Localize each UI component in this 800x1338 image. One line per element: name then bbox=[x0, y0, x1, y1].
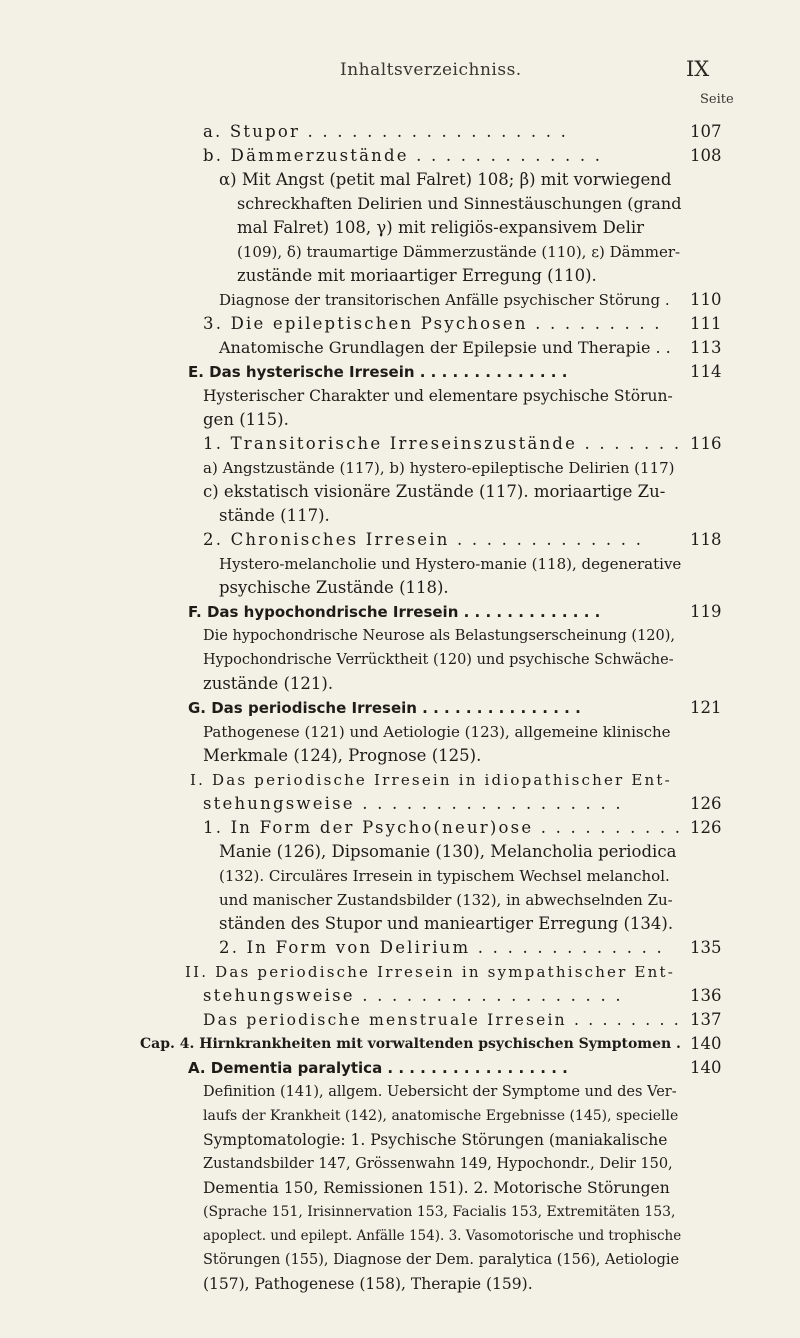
toc-entry: Pathogenese (121) und Aetiologie (123), allgemeine klinische bbox=[203, 723, 671, 741]
toc-entry: (109), δ) traumartige Dämmerzustände (110), ε) Dämmer- bbox=[237, 243, 681, 261]
toc-entry: Die hypochondrische Neurose als Belastungserscheinung (120), bbox=[203, 628, 676, 644]
toc-entry: ständen des Stupor und manieartiger Erregung (134). bbox=[219, 914, 674, 933]
toc-entry: Manie (126), Dipsomanie (130), Melancholia periodica bbox=[219, 842, 677, 861]
toc-entry: (132). Circuläres Irresein in typischem Wechsel melanchol. bbox=[219, 867, 670, 885]
toc-entry: Hysterischer Charakter und elementare psychische Störun- bbox=[203, 387, 673, 405]
toc-entry: Definition (141), allgem. Uebersicht der Symptome und des Ver- bbox=[203, 1084, 677, 1100]
toc-entry: c) ekstatisch visionäre Zustände (117). moriaartige Zu- bbox=[203, 482, 666, 501]
toc-entry: Diagnose der transitorischen Anfälle psychischer Störung . 110 bbox=[219, 290, 722, 309]
toc-entry: 2. In Form von Delirium . . . . . . . . . . . . . 135 bbox=[219, 938, 722, 957]
toc-entry: stehungsweise . . . . . . . . . . . . . . . . . . 126 bbox=[203, 794, 722, 813]
toc-chapter-heading: Cap. 4. Hirnkrankheiten mit vorwaltenden psychischen Symptomen . 140 bbox=[140, 1034, 722, 1053]
toc-entry: (157), Pathogenese (158), Therapie (159). bbox=[203, 1275, 533, 1293]
toc-section-heading: G. Das periodische Irresein . . . . . . . . . . . . . . . 121 bbox=[188, 698, 722, 717]
toc-entry: 3. Die epileptischen Psychosen . . . . . . . . . 111 bbox=[203, 314, 722, 333]
toc-entry: mal Falret) 108, γ) mit religiös-expansivem Delir bbox=[237, 218, 645, 237]
toc-entry: apoplect. und epilept. Anfälle 154). 3. Vasomotorische und trophische bbox=[203, 1228, 682, 1244]
toc-entry: Merkmale (124), Prognose (125). bbox=[203, 746, 482, 765]
toc-entry: stände (117). bbox=[219, 506, 330, 525]
toc-entry: Störungen (155), Diagnose der Dem. paralytica (156), Aetiologie bbox=[203, 1252, 680, 1268]
toc-entry: psychische Zustände (118). bbox=[219, 578, 449, 597]
toc-entry: Hypochondrische Verrücktheit (120) und psychische Schwäche- bbox=[203, 652, 674, 668]
toc-entry: b. Dämmerzustände . . . . . . . . . . . . . 108 bbox=[203, 146, 722, 165]
running-header-title: Inhaltsverzeichniss. bbox=[340, 60, 522, 80]
toc-entry: a. Stupor . . . . . . . . . . . . . . . . . . 107 bbox=[203, 122, 722, 141]
toc-entry: und manischer Zustandsbilder (132), in abwechselnden Zu- bbox=[219, 891, 673, 909]
toc-entry: II. Das periodische Irresein in sympathischer Ent- bbox=[185, 963, 675, 981]
running-header-page-number: IX bbox=[686, 57, 710, 81]
toc-entry: 1. In Form der Psycho(neur)ose . . . . . . . . . . 126 bbox=[203, 818, 722, 837]
toc-entry: (Sprache 151, Irisinnervation 153, Facialis 153, Extremitäten 153, bbox=[203, 1204, 676, 1220]
toc-entry: Das periodische menstruale Irresein . . . . . . . . 137 bbox=[203, 1010, 722, 1029]
toc-entry: Zustandsbilder 147, Grössenwahn 149, Hypochondr., Delir 150, bbox=[203, 1156, 673, 1172]
toc-entry: Hystero-melancholie und Hystero-manie (118), degenerative bbox=[219, 555, 682, 573]
toc-entry: gen (115). bbox=[203, 410, 289, 429]
toc-entry: zustände mit moriaartiger Erregung (110). bbox=[237, 266, 597, 285]
page-column-label: Seite bbox=[700, 92, 734, 107]
toc-section-heading: E. Das hysterische Irresein . . . . . . . . . . . . . . 114 bbox=[188, 362, 722, 381]
toc-entry: a) Angstzustände (117), b) hystero-epileptische Delirien (117) bbox=[203, 459, 675, 477]
toc-entry: laufs der Krankheit (142), anatomische Ergebnisse (145), specielle bbox=[203, 1108, 679, 1124]
toc-entry: Dementia 150, Remissionen 151). 2. Motorische Störungen bbox=[203, 1179, 670, 1197]
toc-entry: I. Das periodische Irresein in idiopathischer Ent- bbox=[190, 771, 672, 789]
toc-entry: α) Mit Angst (petit mal Falret) 108; β) mit vorwiegend bbox=[219, 170, 672, 189]
toc-section-heading: F. Das hypochondrische Irresein . . . . . . . . . . . . . 119 bbox=[188, 602, 722, 621]
toc-entry: stehungsweise . . . . . . . . . . . . . . . . . . 136 bbox=[203, 986, 722, 1005]
toc-entry: Symptomatologie: 1. Psychische Störungen (maniakalische bbox=[203, 1131, 668, 1149]
toc-entry: schreckhaften Delirien und Sinnestäuschungen (grand bbox=[237, 194, 682, 213]
toc-entry: 2. Chronisches Irresein . . . . . . . . . . . . . 118 bbox=[203, 530, 722, 549]
toc-entry: Anatomische Grundlagen der Epilepsie und Therapie . . 113 bbox=[219, 338, 722, 357]
toc-entry: zustände (121). bbox=[203, 674, 334, 693]
toc-section-heading: A. Dementia paralytica . . . . . . . . . . . . . . . . . 140 bbox=[188, 1058, 722, 1077]
toc-entry: 1. Transitorische Irreseinszustände . . . . . . . 116 bbox=[203, 434, 722, 453]
